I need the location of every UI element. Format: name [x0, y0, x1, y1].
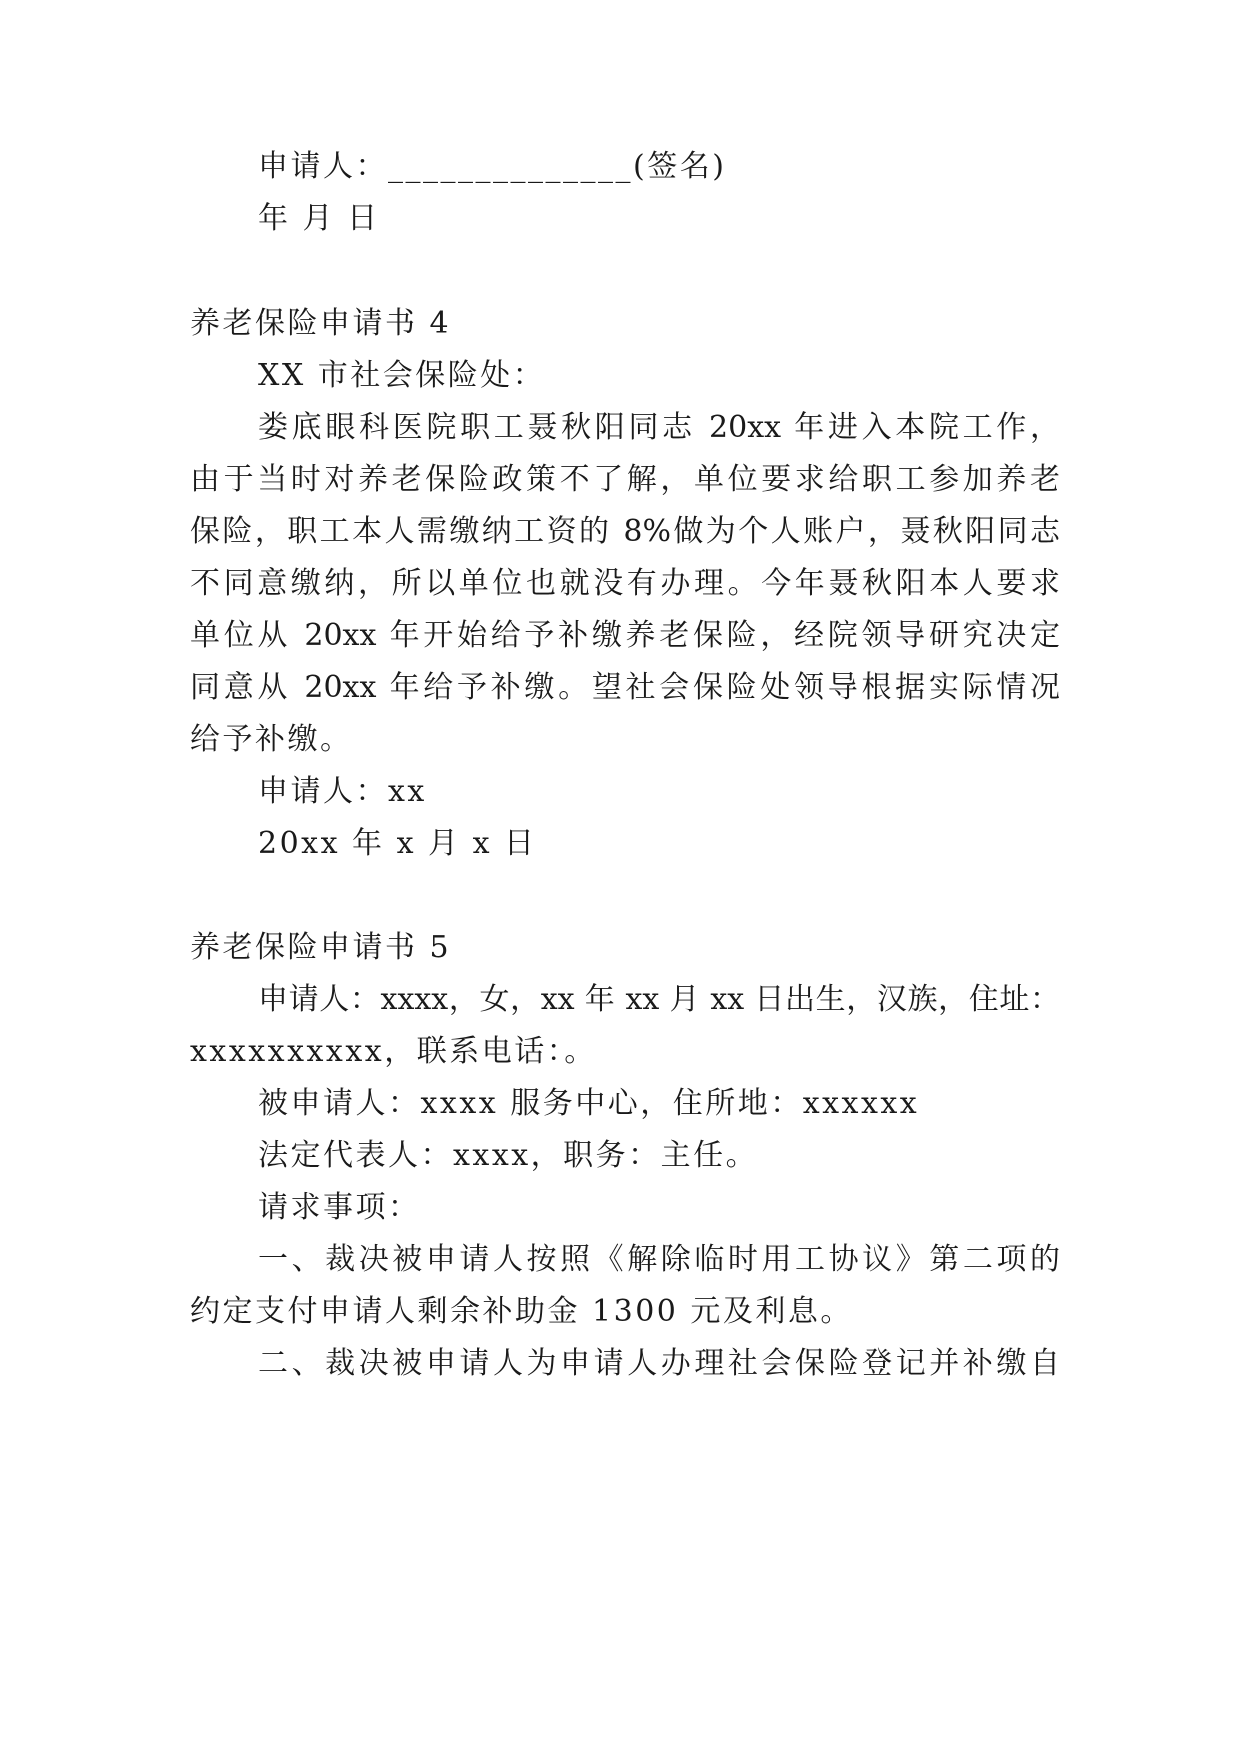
section-5-applicant-line: xxxxxxxxxx，联系电话：。: [190, 1034, 597, 1069]
section-5-requests-heading: 请求事项：: [258, 1190, 421, 1225]
section-4-date: 20xx 年 x 月 x 日: [258, 826, 537, 861]
section-4-body-line: 给予补缴。: [190, 722, 353, 757]
signature-line: 申请人：______________(签名): [258, 149, 727, 184]
section-4-body-line: 不同意缴纳，所以单位也就没有办理。今年聂秋阳本人要求: [190, 566, 1060, 601]
section-4-body-line: 单位从 20xx 年开始给予补缴养老保险，经院领导研究决定: [190, 618, 1060, 653]
section-4-title: 养老保险申请书 4: [190, 306, 452, 341]
section-5-legal-rep: 法定代表人：xxxx，职务：主任。: [258, 1138, 759, 1173]
section-4-body-line: 娄底眼科医院职工聂秋阳同志 20xx 年进入本院工作，: [258, 410, 1060, 445]
section-5-title: 养老保险申请书 5: [190, 930, 452, 965]
section-5-request-line: 二、裁决被申请人为申请人办理社会保险登记并补缴自: [258, 1346, 1060, 1381]
date-line: 年 月 日: [258, 201, 380, 236]
section-4-body-line: 保险，职工本人需缴纳工资的 8%做为个人账户，聂秋阳同志: [190, 514, 1060, 549]
section-5-request-line: 约定支付申请人剩余补助金 1300 元及利息。: [190, 1294, 853, 1329]
section-4-applicant: 申请人：xx: [258, 774, 427, 809]
section-4-addressee: XX 市社会保险处：: [258, 358, 546, 393]
section-5-applicant-line: 申请人：xxxx，女，xx 年 xx 月 xx 日出生，汉族，住址：: [258, 982, 1060, 1017]
section-4-body-line: 由于当时对养老保险政策不了解，单位要求给职工参加养老: [190, 462, 1060, 497]
section-5-respondent: 被申请人：xxxx 服务中心，住所地：xxxxxx: [258, 1086, 920, 1121]
section-4-body-line: 同意从 20xx 年给予补缴。望社会保险处领导根据实际情况: [190, 670, 1060, 705]
section-5-request-line: 一、裁决被申请人按照《解除临时用工协议》第二项的: [258, 1242, 1060, 1277]
